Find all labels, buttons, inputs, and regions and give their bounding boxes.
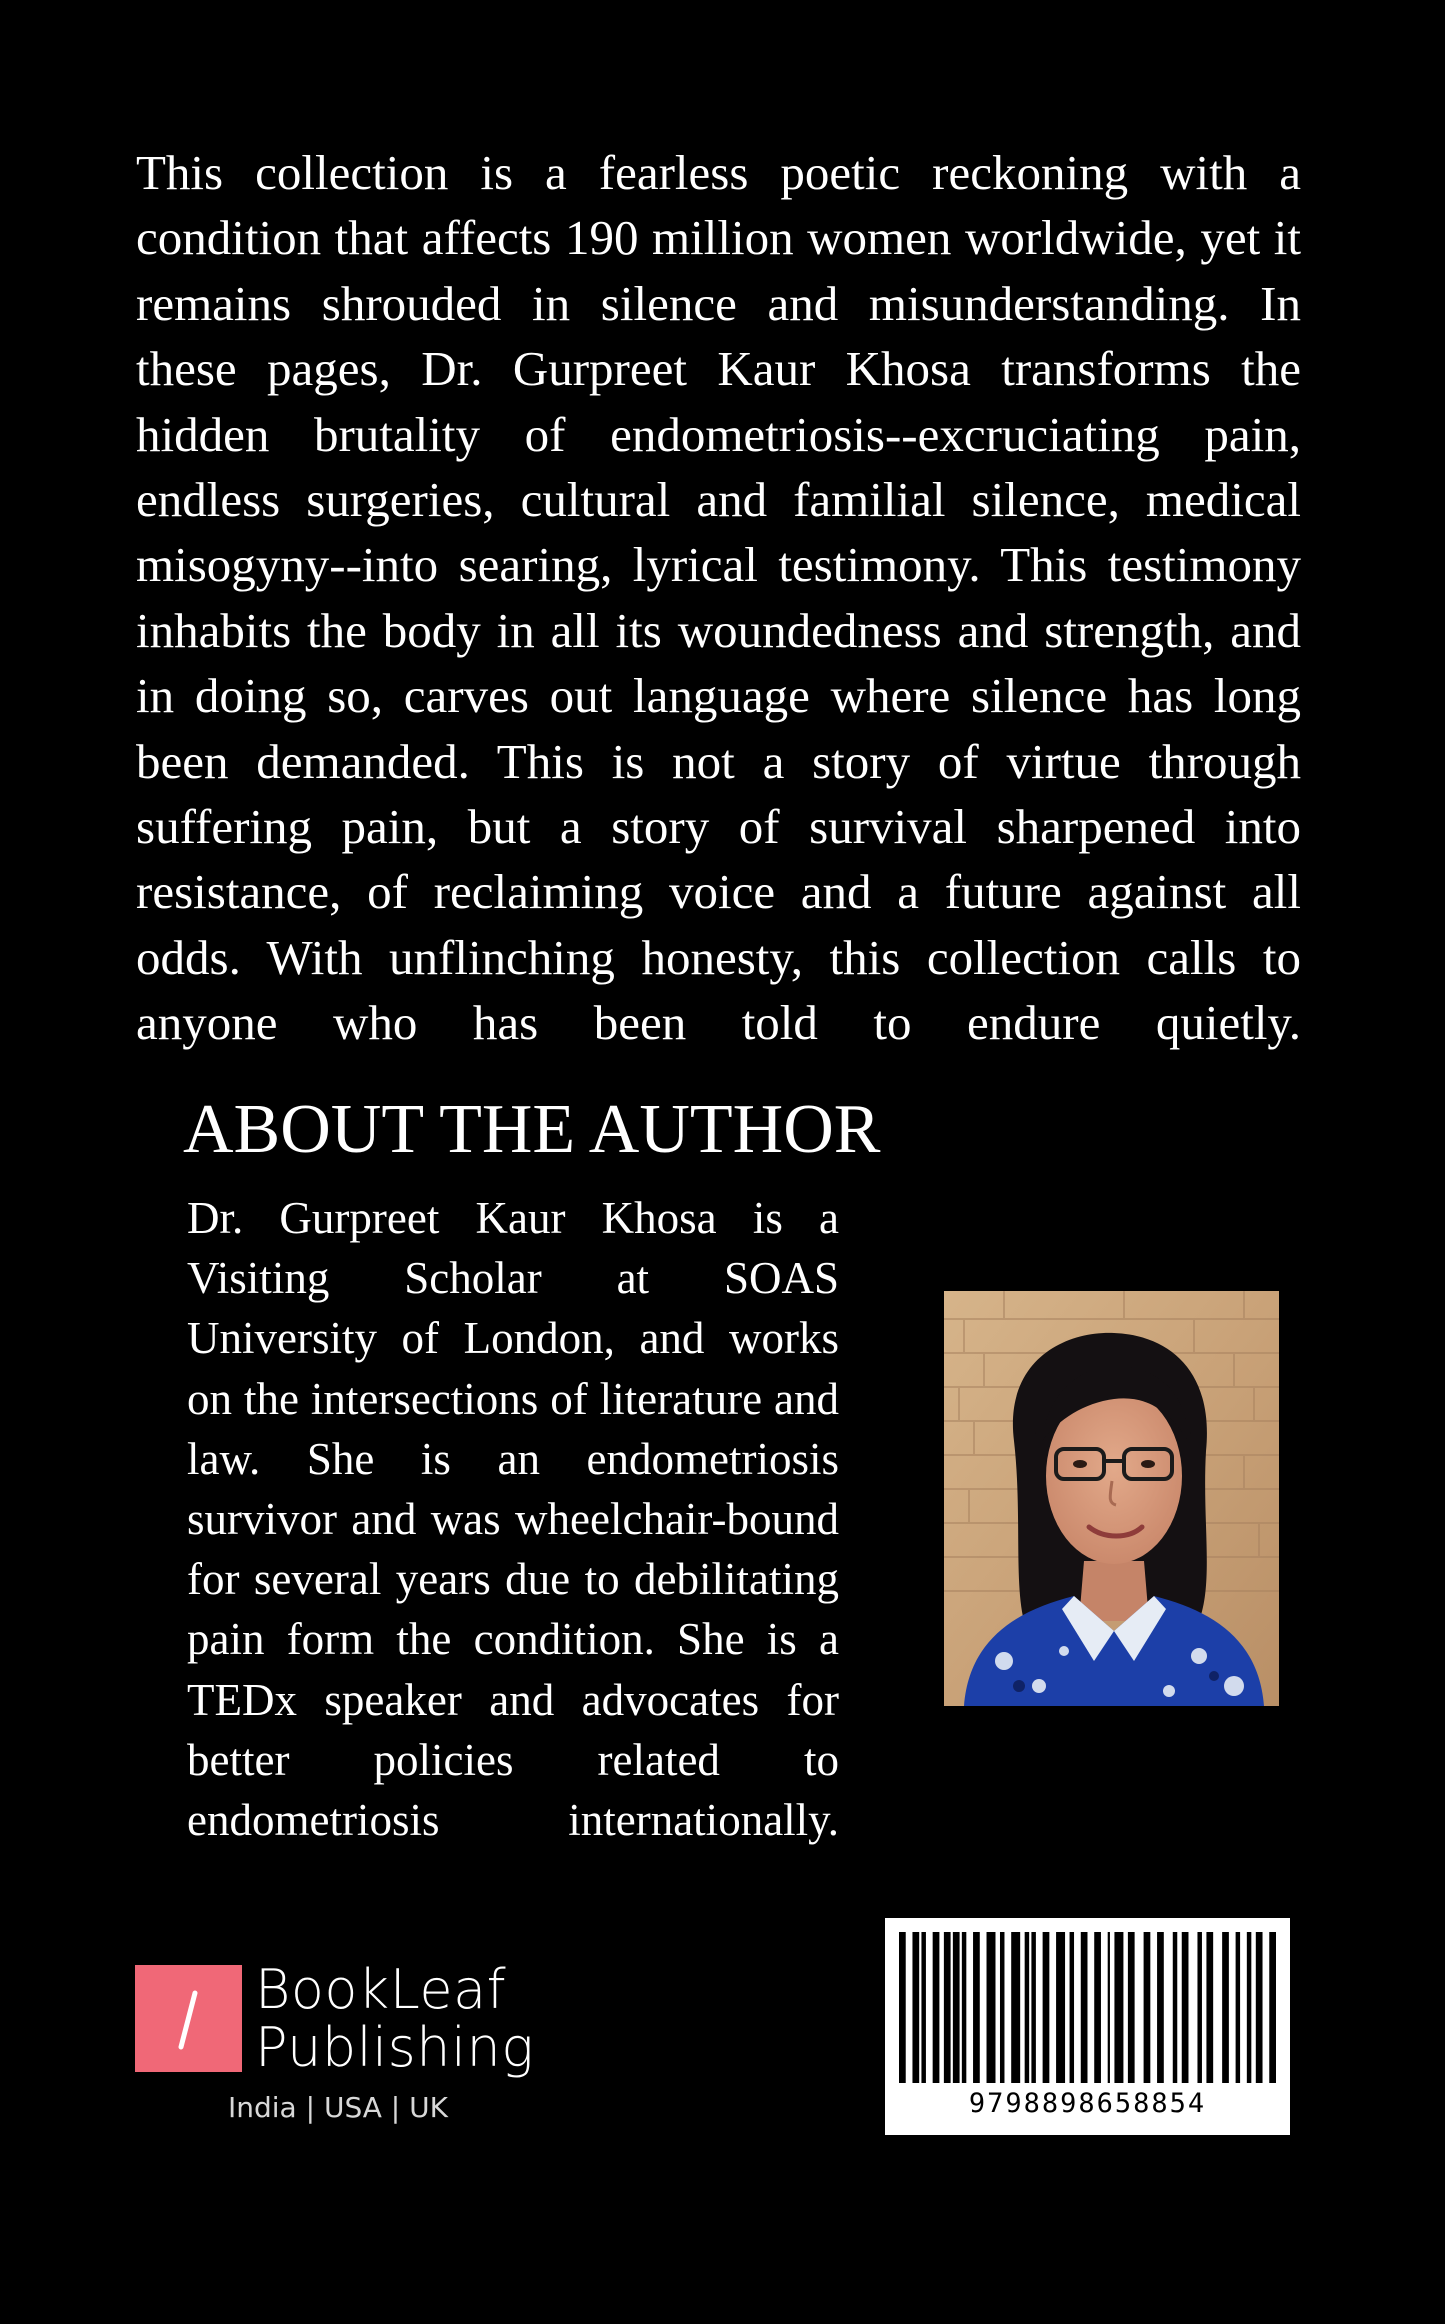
barcode-bar [933, 1932, 940, 2083]
barcode-bar [1094, 1932, 1101, 2083]
barcode-bar [1114, 1932, 1123, 2083]
barcode-bar [1269, 1932, 1276, 2083]
about-author-heading: ABOUT THE AUTHOR [183, 1091, 881, 1168]
barcode-bar [953, 1932, 960, 2083]
book-blurb: This collection is a fearless poetic reckoning with a condition that affects 190 million women worldwide, yet it remains shrouded in silence and misunderstanding. In these pages, Dr. Gurpreet Kaur Khosa transforms the hidden brutality of endometriosis--excruciating pain, endless surgeries, cultural and familial silence, medical misogyny--into searing, lyrical testimony. This testimony inhabits the body in all its woundedness and strength, and in doing so, carves out language where silence has long been demanded. This is not a story of virtue through suffering pain, but a story of survival sharpened into resistance, of reclaiming voice and a future against all odds. With unflinching honesty, this collection calls to anyone who has been told to endure quietly. [136, 145, 1301, 1051]
barcode-bar [1011, 1932, 1020, 2083]
barcode-bar [944, 1932, 951, 2083]
barcode-bar [962, 1932, 966, 2083]
publisher-regions: India | USA | UK [228, 2091, 448, 2124]
barcode-bar [912, 1932, 919, 2083]
barcode-bar [987, 1932, 996, 2083]
barcode-bar [1043, 1932, 1050, 2083]
barcode-bar [973, 1932, 980, 2083]
barcode-bar [899, 1932, 906, 2083]
publisher-logo [135, 1958, 535, 2135]
barcode-bar [1000, 1932, 1004, 2083]
publisher-name-line1: BookLeaf [255, 1958, 507, 2021]
barcode-bar [1222, 1932, 1229, 2083]
isbn-number: 9798898658854 [968, 2088, 1207, 2119]
barcode-bar [1081, 1932, 1088, 2083]
barcode-bar [1206, 1932, 1213, 2083]
barcode-bar [1247, 1932, 1251, 2083]
barcode-bar [1173, 1932, 1177, 2083]
slash-logo-icon [135, 1965, 242, 2072]
barcode-bar [1236, 1932, 1240, 2083]
publisher-name [255, 1958, 535, 2079]
barcode-bar [1108, 1932, 1110, 2083]
barcode-bar [1197, 1932, 1201, 2083]
barcode-bar [1056, 1932, 1065, 2083]
barcode-bar [921, 1932, 925, 2083]
barcode-bar [1157, 1932, 1164, 2083]
barcode-bar [1144, 1932, 1151, 2083]
barcode-bar [1256, 1932, 1263, 2083]
barcode-bar [1182, 1932, 1189, 2083]
barcode-bar [1025, 1932, 1029, 2083]
barcode-bar [1031, 1932, 1035, 2083]
isbn-barcode [885, 1918, 1290, 2135]
author-bio: Dr. Gurpreet Kaur Khosa is a Visiting Scholar at SOAS University of London, and works on the intersections of literature and law. She is an endometriosis survivor and was wheelchair-bound for several years due to debilitating pain form the condition. She is a TEDx speaker and advocates for better policies related to endometriosis internationally. [187, 1193, 839, 1846]
author-photo [944, 1291, 1279, 1706]
barcode-bar [1128, 1932, 1135, 2083]
publisher-name-line2: Publishing [255, 2016, 535, 2079]
barcode-bar [1070, 1932, 1074, 2083]
